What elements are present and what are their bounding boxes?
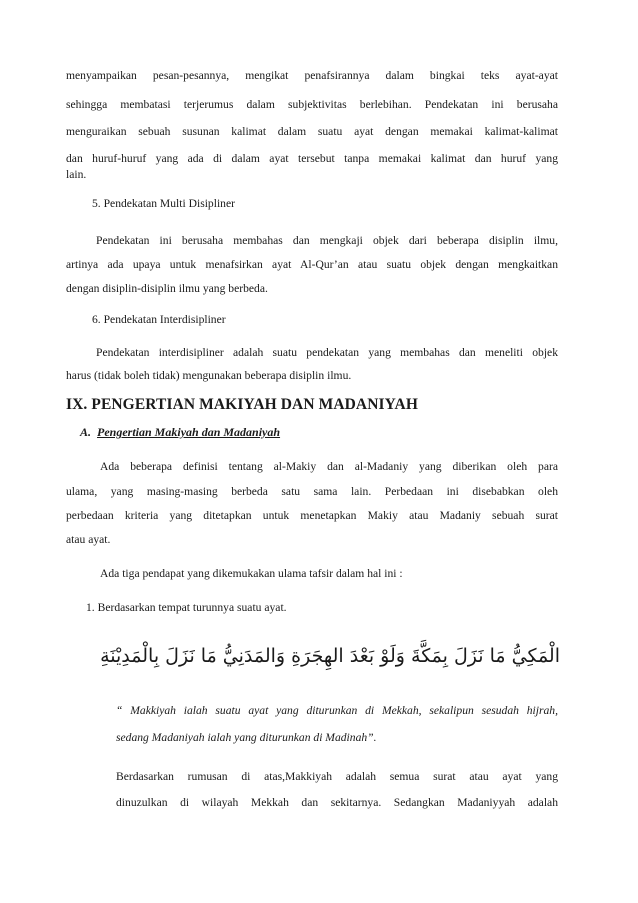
paragraph-line: Pendekatan interdisipliner adalah suatu pendekatan yang membahas dan meneliti objek (96, 346, 558, 359)
paragraph-line: sehingga membatasi terjerumus dalam subjektivitas berlebihan. Pendekatan ini berusaha (66, 98, 558, 111)
paragraph-line: Ada tiga pendapat yang dikemukakan ulama tafsir dalam hal ini : (100, 567, 403, 580)
paragraph-line: Ada beberapa definisi tentang al-Makiy dan al-Madaniy yang diberikan oleh para (100, 460, 558, 473)
item-title-interdisipliner: 6. Pendekatan Interdisipliner (92, 313, 226, 326)
item-title-multi-disipliner: 5. Pendekatan Multi Disipliner (92, 197, 235, 210)
subsection-title: Pengertian Makiyah dan Madaniyah (97, 425, 281, 439)
paragraph-line: dengan disiplin-disiplin ilmu yang berbeda. (66, 282, 268, 295)
arabic-definition: الْمَكِيُّ مَا نَزَلَ بِمَكَّةَ وَلَوْ بَعْدَ الهِجَرَةِ وَالمَدَنِيُّ مَا نَزَلَ بِالْمَدِيْنَةِ (100, 645, 560, 667)
subsection-heading (80, 425, 280, 440)
paragraph-line: Pendekatan ini berusaha membahas dan mengkaji objek dari beberapa disiplin ilmu, (96, 234, 558, 247)
point-one: 1. Berdasarkan tempat turunnya suatu ayat. (86, 601, 287, 614)
section-heading: IX. PENGERTIAN MAKIYAH DAN MADANIYAH (66, 396, 418, 413)
paragraph-line: menguraikan sebuah susunan kalimat dalam suatu ayat dengan memakai kalimat-kalimat (66, 125, 558, 138)
paragraph-line: atau ayat. (66, 533, 111, 546)
paragraph-line: harus (tidak boleh tidak) mengunakan beberapa disiplin ilmu. (66, 369, 352, 382)
paragraph-line: lain. (66, 168, 87, 181)
paragraph-line: artinya ada upaya untuk menafsirkan ayat Al-Qur’an atau suatu objek dengan mengkaitkan (66, 258, 558, 271)
quote-line: “ Makkiyah ialah suatu ayat yang diturunkan di Mekkah, sekalipun sesudah hijrah, (116, 704, 558, 717)
paragraph-line: menyampaikan pesan-pesannya, mengikat penafsirannya dalam bingkai teks ayat-ayat (66, 69, 558, 82)
paragraph-line: Berdasarkan rumusan di atas,Makkiyah adalah semua surat atau ayat yang (116, 770, 558, 783)
paragraph-line: ulama, yang masing-masing berbeda satu sama lain. Perbedaan ini disebabkan oleh (66, 485, 558, 498)
subsection-letter: A. (80, 425, 92, 439)
quote-line: sedang Madaniyah ialah yang diturunkan di Madinah”. (116, 731, 377, 744)
paragraph-line: dinuzulkan di wilayah Mekkah dan sekitarnya. Sedangkan Madaniyyah adalah (116, 796, 558, 809)
paragraph-line: perbedaan kriteria yang ditetapkan untuk menetapkan Makiy atau Madaniy sebuah surat (66, 509, 558, 522)
paragraph-line: dan huruf-huruf yang ada di dalam ayat tersebut tanpa memakai kalimat dan huruf yang (66, 152, 558, 165)
